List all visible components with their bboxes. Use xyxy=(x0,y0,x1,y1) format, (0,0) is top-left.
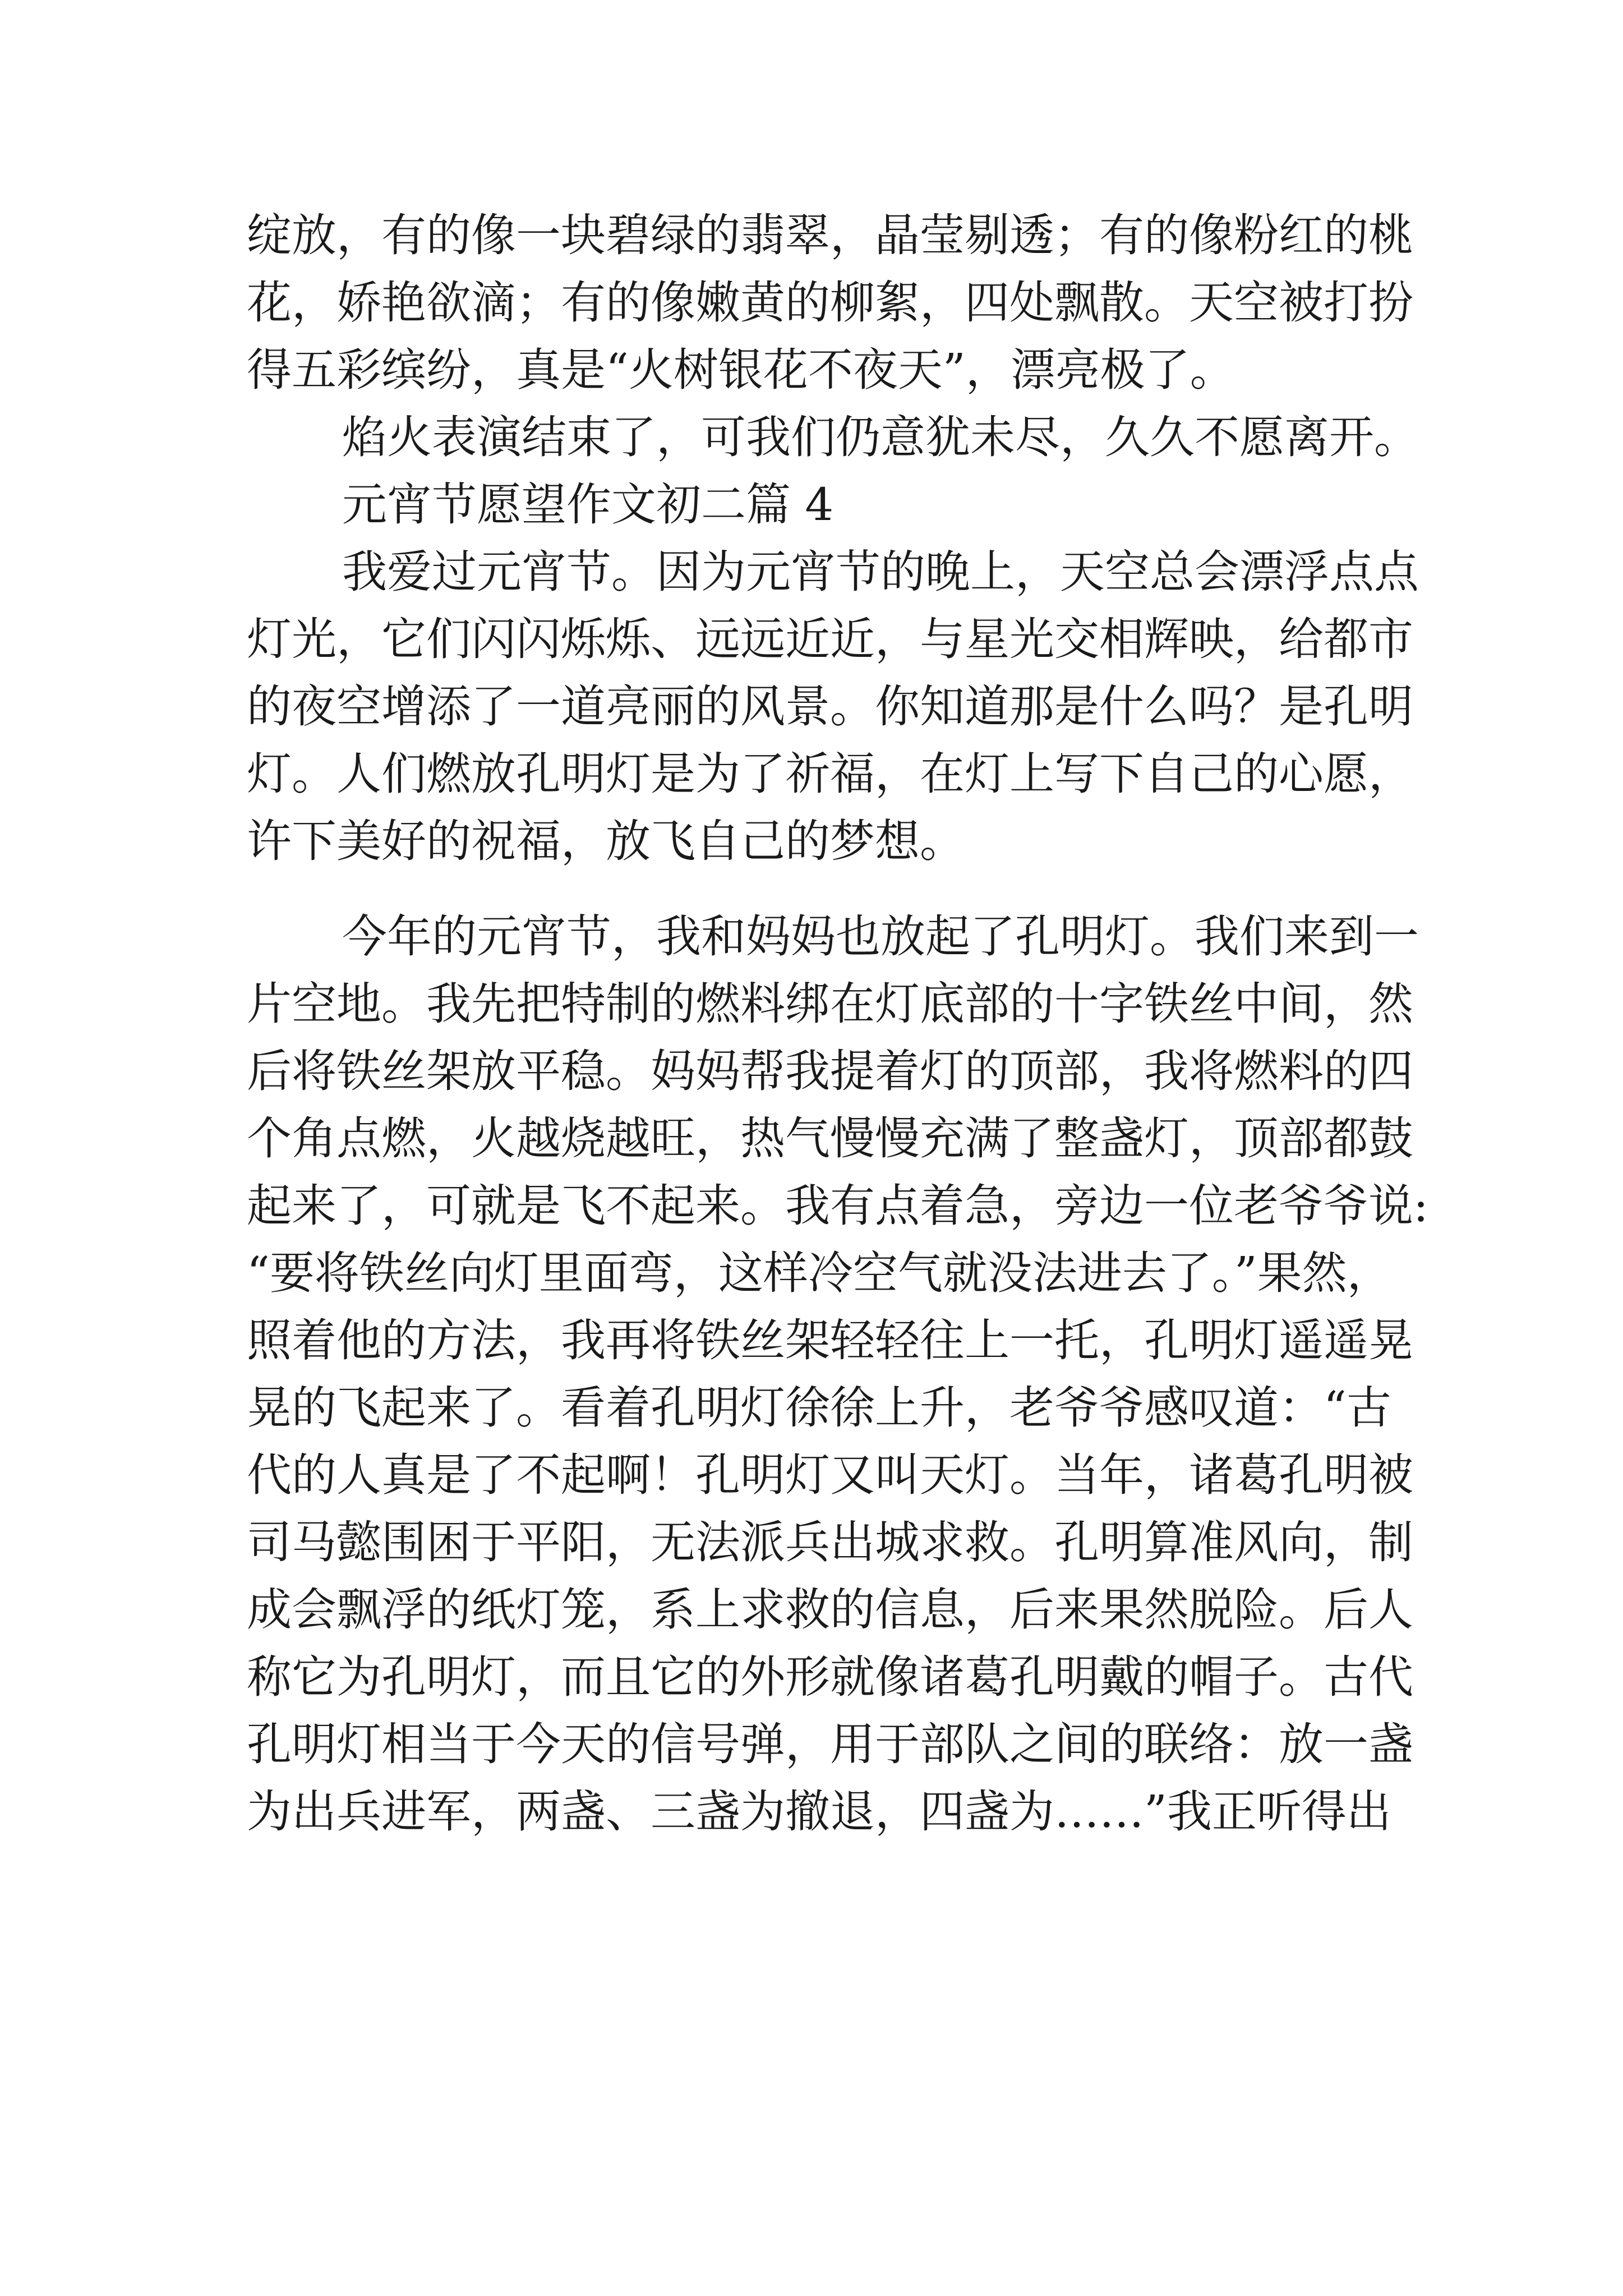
text-line: 片空地。我先把特制的燃料绑在灯底部的十字铁丝中间，然 xyxy=(247,978,1413,1030)
text-line: 个角点燃，火越烧越旺，热气慢慢充满了整盏灯，顶部都鼓 xyxy=(247,1112,1413,1165)
paragraph-line: 焰火表演结束了，可我们仍意犹未尽，久久不愿离开。 xyxy=(342,411,1419,463)
text-line: 为出兵进军，两盏、三盏为撤退，四盏为……”我正听得出 xyxy=(247,1786,1391,1838)
text-line: 照着他的方法，我再将铁丝架轻轻往上一托，孔明灯遥遥晃 xyxy=(247,1314,1413,1366)
text-line: 代的人真是了不起啊！孔明灯又叫天灯。当年，诸葛孔明被 xyxy=(247,1449,1413,1501)
text-line: “要将铁丝向灯里面弯，这样冷空气就没法进去了。”果然， xyxy=(247,1247,1392,1299)
text-line: 花，娇艳欲滴；有的像嫩黄的柳絮，四处飘散。天空被打扮 xyxy=(247,277,1413,329)
text-line: 成会飘浮的纸灯笼，系上求救的信息，后来果然脱险。后人 xyxy=(247,1584,1413,1636)
section-heading: 元宵节愿望作文初二篇 4 xyxy=(342,478,834,531)
text-line: 司马懿围困于平阳，无法派兵出城求救。孔明算准风向，制 xyxy=(247,1516,1413,1568)
text-line: 称它为孔明灯，而且它的外形就像诸葛孔明戴的帽子。古代 xyxy=(247,1651,1413,1703)
text-line: 绽放，有的像一块碧绿的翡翠，晶莹剔透；有的像粉红的桃 xyxy=(247,209,1413,261)
paragraph-line: 我爱过元宵节。因为元宵节的晚上，天空总会漂浮点点 xyxy=(342,546,1419,598)
text-line: 后将铁丝架放平稳。妈妈帮我提着灯的顶部，我将燃料的四 xyxy=(247,1045,1413,1097)
text-line: 起来了，可就是飞不起来。我有点着急，旁边一位老爷爷说: xyxy=(247,1180,1428,1232)
text-line: 晃的飞起来了。看着孔明灯徐徐上升，老爷爷感叹道：“古 xyxy=(247,1382,1391,1434)
text-line: 得五彩缤纷，真是“火树银花不夜天”，漂亮极了。 xyxy=(247,344,1235,396)
paragraph-line: 今年的元宵节，我和妈妈也放起了孔明灯。我们来到一 xyxy=(342,910,1419,963)
text-line: 灯光，它们闪闪烁烁、远远近近，与星光交相辉映，给都市 xyxy=(247,613,1413,665)
text-line: 孔明灯相当于今天的信号弹，用于部队之间的联络：放一盏 xyxy=(247,1718,1413,1770)
text-line: 的夜空增添了一道亮丽的风景。你知道那是什么吗？是孔明 xyxy=(247,680,1413,733)
text-line: 灯。人们燃放孔明灯是为了祈福，在灯上写下自己的心愿， xyxy=(247,748,1413,800)
text-line: 许下美好的祝福，放飞自己的梦想。 xyxy=(247,815,965,867)
